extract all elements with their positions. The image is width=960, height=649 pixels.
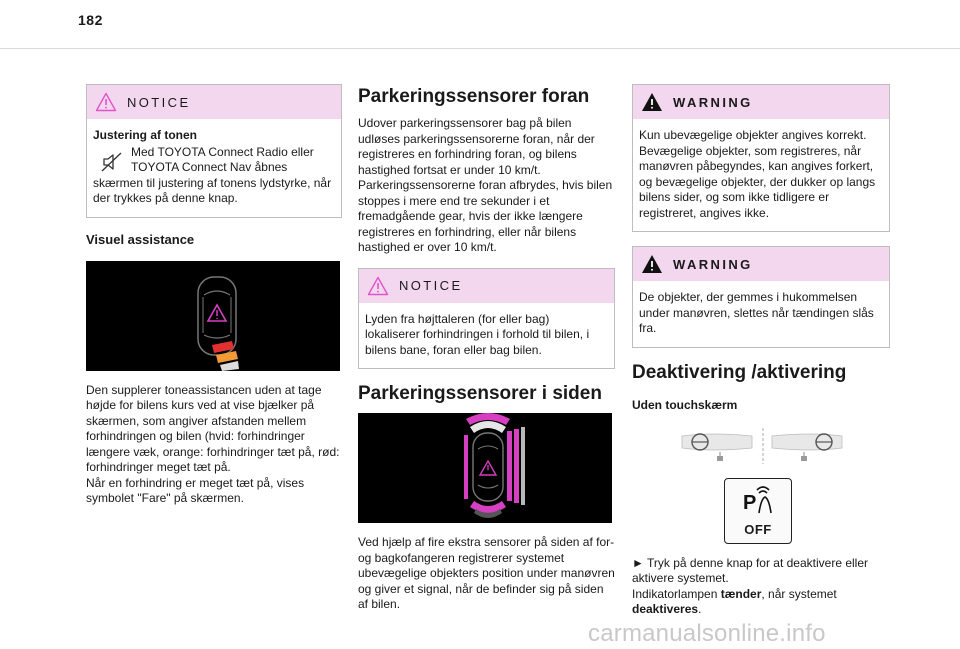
warning-triangle-filled-icon — [641, 92, 663, 112]
instruction-bold-2: deaktiveres — [632, 602, 699, 616]
park-sensor-off-icon — [739, 485, 779, 517]
instruction-text — [632, 556, 890, 618]
section-title-side-sensors: Parkeringssensorer i siden — [358, 383, 602, 404]
park-sensor-off-button[interactable] — [724, 478, 792, 544]
side-sensors-text: Ved hjælp af fire ekstra sensorer på siden af for- og bagkofangeren registrerer systemet ubevægelige objekters position under manøvren og giver et signal, når de befinder sig på siden af bilen. — [358, 535, 615, 611]
warning-box-1 — [632, 84, 890, 232]
top-rule — [0, 48, 960, 49]
notice-header — [87, 85, 341, 119]
notice-body-2: Lyden fra højttaleren (for eller bag) lokaliserer forhindringen i forhold til bilen, i bilens bane, foran eller bag bilen. — [365, 311, 590, 357]
warning-triangle-filled-icon — [641, 254, 663, 274]
column-3 — [632, 84, 890, 618]
notice-heading: NOTICE — [127, 94, 191, 110]
visual-assistance-image — [86, 261, 340, 371]
notice-heading-2: NOTICE — [399, 278, 463, 293]
instruction-bold-1: tænder — [720, 586, 762, 601]
section-title-visual: Visuel assistance — [86, 231, 195, 247]
notice-title: Justering af tonen — [93, 128, 198, 142]
watermark: carmanualsonline.info — [588, 620, 826, 647]
notice-line2: skærmen til justering af tonens lydstyrke, når der trykkes på denne knap. — [93, 175, 332, 205]
section-title-deactivate: Deaktivering /aktivering — [632, 361, 847, 383]
warning-body-1: Kun ubevægelige objekter angives korrekt. Bevægelige objekter, som registreres, når manøvren påbegyndes, kan angives forkert, og bevægelige objekter, der dukker op langs bilens sider, og som ikke tidligere er registreret, angives ikke. — [639, 128, 876, 220]
side-sensors-image — [358, 413, 612, 523]
warning-header-2 — [633, 247, 889, 281]
notice-line1: Med TOYOTA Connect Radio eller TOYOTA Connect Nav åbnes — [131, 144, 314, 174]
instruction-line-1: ► Tryk på denne knap for at deaktivere eller aktivere systemet. — [632, 555, 869, 585]
notice-box-2 — [358, 268, 615, 370]
visual-assistance-text: Den supplerer toneassistancen uden at tage højde for bilens kurs ved at vise bjælker på skærmen, som angiver afstanden mellem forhindringen og bilen (hvid: forhindringer længere væk, orange: forhindringer tæt på, rød: forhindringer meget tæt på. Når en forhindring er meget tæt på, vises symbolet "Fare" på skærmen. — [86, 382, 340, 505]
subtitle-no-touchscreen: Uden touchskærm — [632, 397, 738, 412]
notice-box — [86, 84, 342, 218]
car-topview-icon — [86, 261, 340, 371]
page-number: 182 — [78, 12, 103, 28]
warning-triangle-outline-icon — [367, 276, 389, 296]
mute-speaker-icon — [101, 151, 123, 173]
warning-heading-2: WARNING — [673, 256, 753, 272]
section-title-front-sensors: Parkeringssensorer foran — [358, 86, 590, 107]
warning-header-1 — [633, 85, 889, 119]
warning-body-2: De objekter, der gemmes i hukommelsen under manøvren, slettes når tændingen slås fra. — [639, 290, 874, 335]
dashboard-steering-icon — [632, 426, 890, 466]
off-label: OFF — [744, 521, 772, 537]
column-1 — [86, 84, 342, 507]
car-side-sensors-icon — [358, 413, 612, 523]
warning-triangle-outline-icon — [95, 92, 117, 112]
front-sensors-text: Udover parkeringssensorer bag på bilen udløses parkeringssensorerne foran, når der registreres en forhindring foran, og bilens hastighed fortsat er under 10 km/t. Parkeringssensorerne foran afbrydes, hvis bilen stoppes i mere end tre sekunder i et fremadgående gear, hvis der ikke længere registreres en forhindring, eller når bilens hastighed er over 10 km/t. — [358, 116, 613, 254]
instruction-line-2b: , når systemet — [761, 586, 837, 601]
notice-header-2 — [359, 269, 614, 303]
column-2 — [358, 84, 615, 613]
svg-text:P: P — [743, 491, 757, 514]
dashboard-illustration — [632, 426, 890, 466]
warning-box-2 — [632, 246, 890, 348]
instruction-line-2a: Indikatorlampen — [632, 586, 721, 601]
instruction-line-3: . — [698, 602, 702, 616]
warning-heading-1: WARNING — [673, 94, 753, 110]
notice-body — [87, 119, 341, 217]
notice-icon-row — [93, 145, 333, 176]
